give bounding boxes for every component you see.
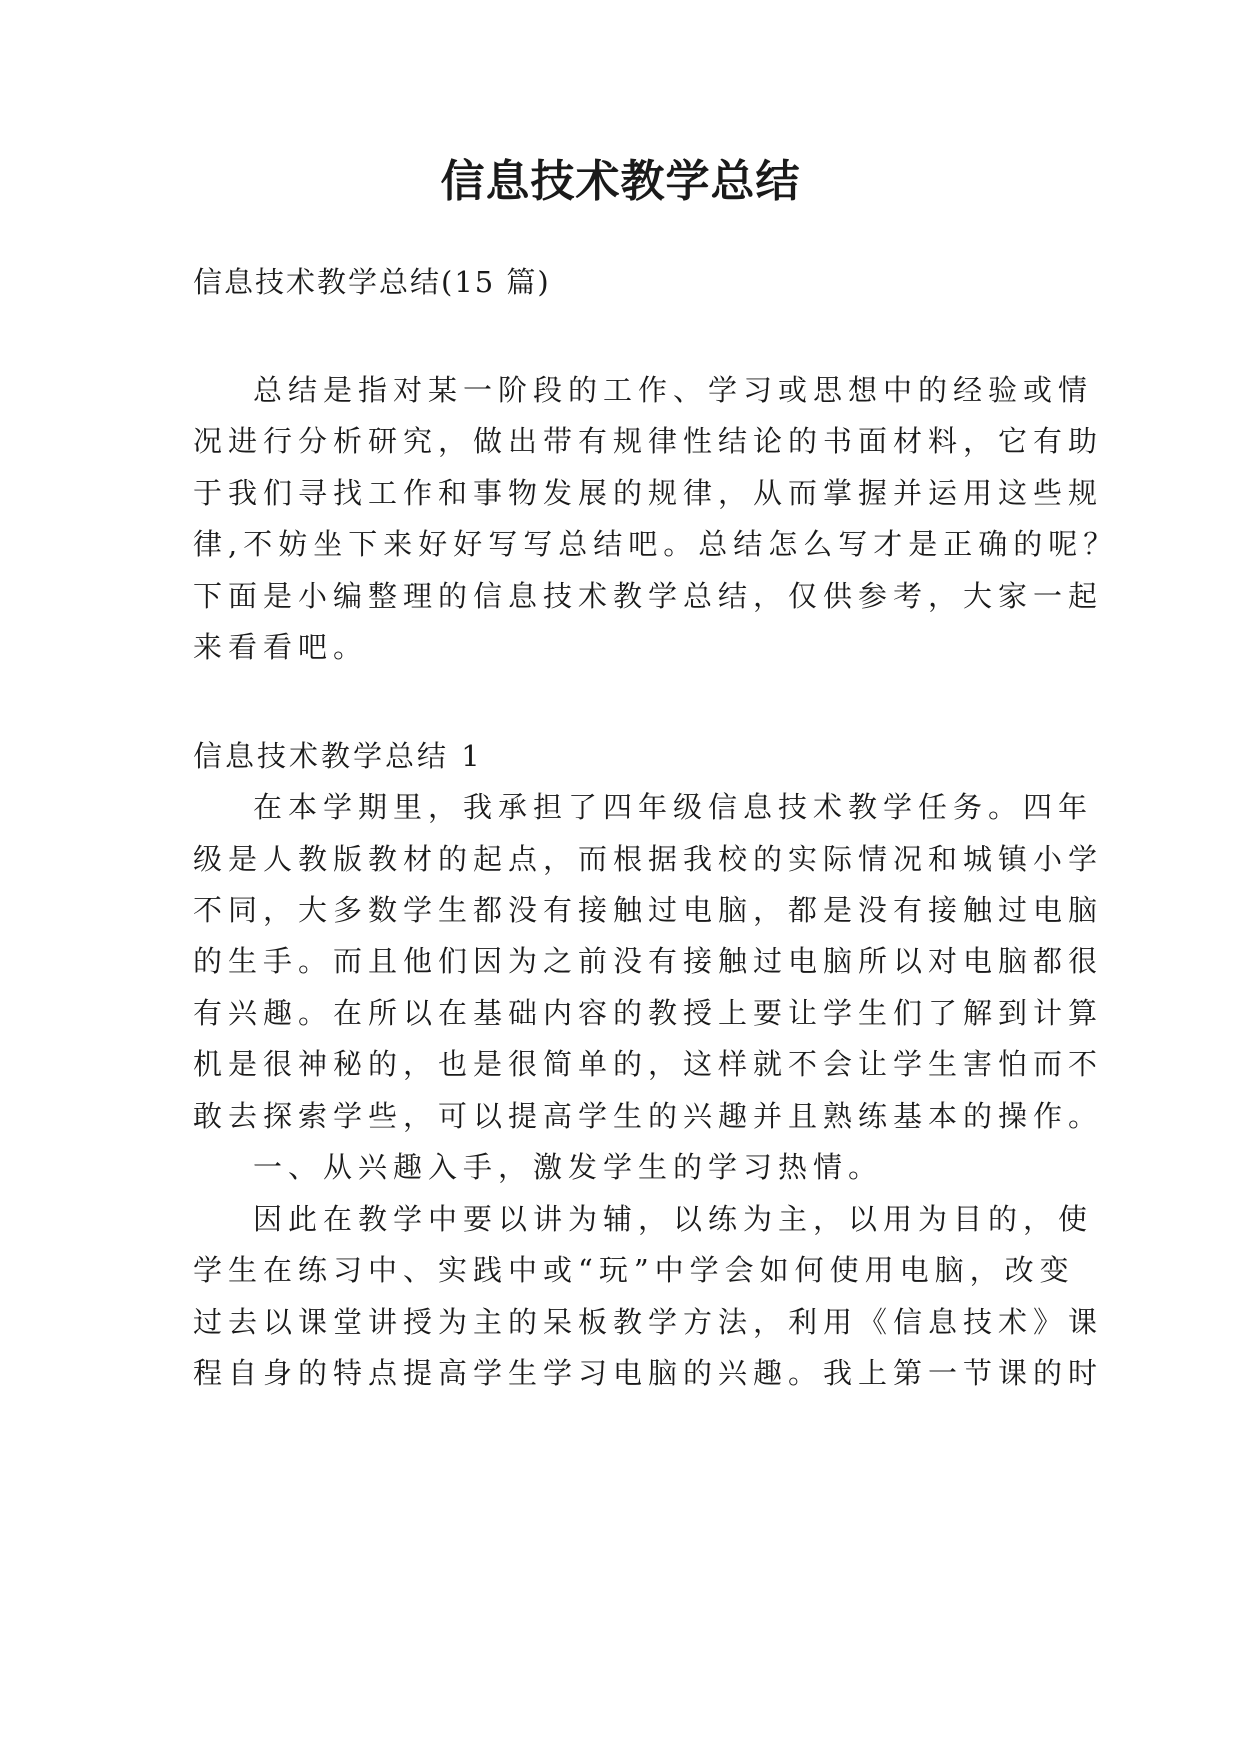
section1-line: 机是很神秘的，也是很简单的，这样就不会让学生害怕而不 (193, 1047, 1104, 1081)
section1-line: 级是人教版教材的起点，而根据我校的实际情况和城镇小学 (193, 842, 1104, 876)
intro-line: 况进行分析研究，做出带有规律性结论的书面材料，它有助 (193, 424, 1104, 458)
point1-line: 因此在教学中要以讲为辅，以练为主，以用为目的，使 (253, 1202, 1094, 1236)
intro-line: 律,不妨坐下来好好写写总结吧。总结怎么写才是正确的呢？ (193, 527, 1119, 561)
document-subtitle: 信息技术教学总结(15 篇) (193, 265, 551, 299)
section1-line: 敢去探索学些，可以提高学生的兴趣并且熟练基本的操作。 (193, 1099, 1104, 1133)
section1-line: 的生手。而且他们因为之前没有接触过电脑所以对电脑都很 (193, 944, 1104, 978)
intro-line: 来看看吧。 (193, 630, 369, 664)
intro-line: 于我们寻找工作和事物发展的规律，从而掌握并运用这些规 (193, 476, 1104, 510)
point-heading: 一、从兴趣入手，激发学生的学习热情。 (253, 1150, 884, 1184)
intro-line: 总结是指对某一阶段的工作、学习或思想中的经验或情 (253, 373, 1094, 407)
section-heading: 信息技术教学总结 1 (193, 739, 483, 773)
section1-line: 有兴趣。在所以在基础内容的教授上要让学生们了解到计算 (193, 996, 1104, 1030)
point1-line: 过去以课堂讲授为主的呆板教学方法，利用《信息技术》课 (193, 1305, 1104, 1339)
point1-line: 学生在练习中、实践中或“玩”中学会如何使用电脑，改变 (193, 1253, 1075, 1287)
section1-line: 在本学期里，我承担了四年级信息技术教学任务。四年 (253, 790, 1094, 824)
point1-line: 程自身的特点提高学生学习电脑的兴趣。我上第一节课的时 (193, 1356, 1104, 1390)
page-title: 信息技术教学总结 (440, 156, 801, 207)
intro-line: 下面是小编整理的信息技术教学总结，仅供参考，大家一起 (193, 579, 1104, 613)
section1-line: 不同，大多数学生都没有接触过电脑，都是没有接触过电脑 (193, 893, 1104, 927)
